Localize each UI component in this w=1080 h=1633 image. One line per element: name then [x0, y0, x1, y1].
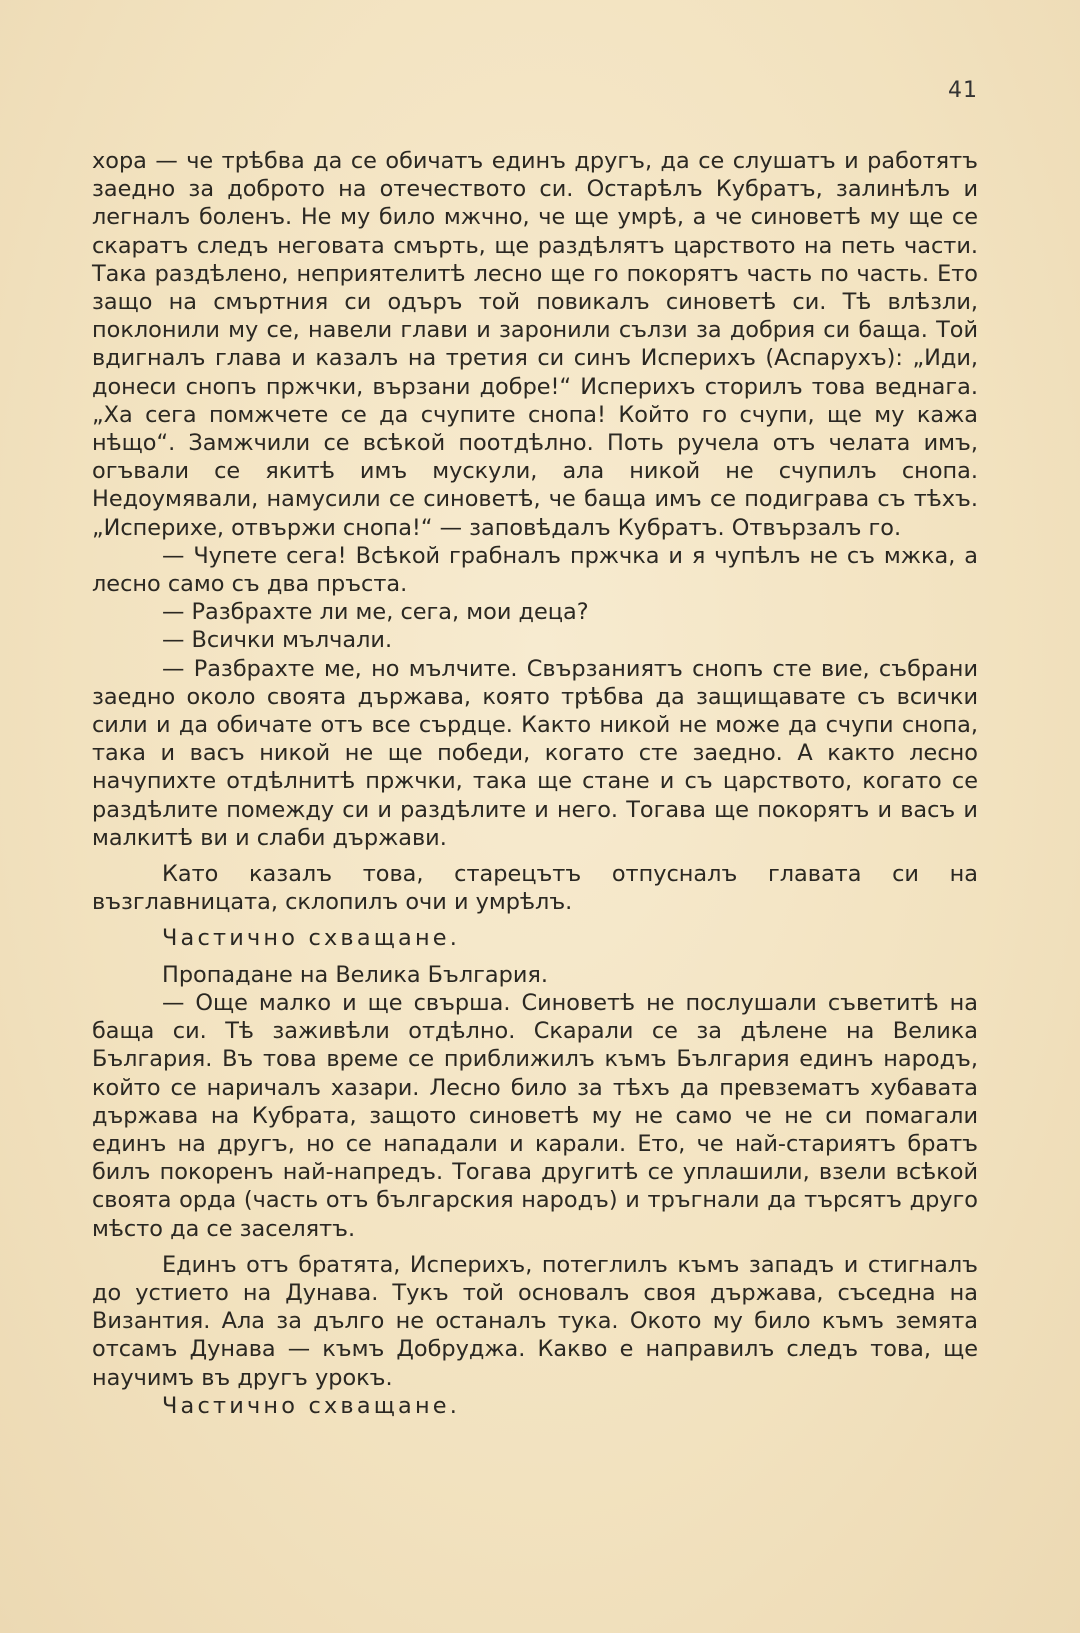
paragraph: хора — че трѣбва да се обичатъ единъ другъ, да се слушатъ и работятъ заедно за доброто на отечеството си. Остарѣлъ Кубратъ, залинѣлъ и легналъ боленъ. Не му било мжчно, че ще умрѣ, а че синоветѣ му ще се скаратъ следъ неговата смърть, ще раздѣлятъ царството на петь части. Така раздѣлено, неприятелитѣ лесно ще го покорятъ часть по часть. Ето защо на смъртния си одъръ той повикалъ синоветѣ си. Тѣ влѣзли, поклонили му се, навели глави и заронили сълзи за добрия си баща. Той вдигналъ глава и казалъ на третия си синъ Испериxъ (Аспарухъ): „Иди, донеси снопъ пржчки, вързани добре!“ Испериxъ сторилъ това веднага. „Ха сега помжчете се да счупите снопа! Който го счупи, ще му кажа нѣщо“. Замжчили се всѣкой поотдѣлно. Поть ручела отъ челата имъ, огъвали се якитѣ имъ мускули, ала никой не счупилъ снопа. Недоумявали, намусили се синоветѣ, че баща имъ се подиграва съ тѣхъ. „Испериxе, отвържи снопа!“ — заповѣдалъ Кубратъ. Отвързалъ го. — [92, 148, 978, 541]
paragraph: — Още малко и ще свърша. Синоветѣ не послушали съветитѣ на баща си. Тѣ заживѣли отдѣлно. Скарали се за дѣлене на Велика България. Въ това време се приближилъ къмъ България единъ народъ, който се наричалъ хазари. Лесно било за тѣхъ да превзематъ хубавата държава на Кубрата, защото синоветѣ му не само че не си помагали единъ на другъ, но се нападали и карали. Ето, че най-стариятъ братъ билъ покоренъ най-напредъ. Тогава другитѣ се уплашили, взели всѣкой своята орда (часть отъ българския народъ) и тръгнали да търсятъ друго мѣсто да се заселятъ. — [92, 989, 978, 1242]
page-number: 41 — [948, 78, 978, 103]
section-heading: Пропадане на Велика България. — [162, 961, 549, 988]
paragraph: Единъ отъ братята, Испериxъ, потеглилъ къмъ западъ и стигналъ до устието на Дунава. Тукъ той основалъ своя държава, съседна на Византия. Ала за дълго не останалъ тука. Окото му било къмъ земята отсамъ Дунава — къмъ Добруджа. Какво е направилъ следъ това, ще научимъ въ другъ урокъ. — [92, 1251, 978, 1391]
section-note: Частично схващане. — [162, 925, 461, 952]
section-note: Частично схващане. — [162, 1392, 461, 1419]
paragraph: — Чупете сега! Всѣкой грабналъ пржчка и я чупѣлъ не съ мжка, а лесно само съ два пръста. — [92, 542, 978, 598]
paragraph: — Разбрахте ли ме, сега, мои деца? — [162, 599, 589, 626]
paragraph: Като казалъ това, старецътъ отпусналъ главата си на възглавницата, склопилъ очи и умрѣлъ. — [92, 861, 978, 916]
paragraph: — Всички мълчали. — [162, 627, 393, 654]
body-text — [92, 147, 978, 1420]
paragraph: — Разбрахте ме, но мълчите. Свързаниятъ снопъ сте вие, събрани заедно около своята държава, която трѣбва да защищавате съ всички сили и да обичате отъ все сърдце. Както никой не може да счупи снопа, така и васъ никой не ще победи, когато сте заедно. А както лесно начупихте отдѣлнитѣ пржчки, така ще стане и съ царството, когато се раздѣлите помежду си и раздѣлите и него. Тогава ще покорятъ и васъ и малкитѣ ви и слаби държави. — [92, 655, 978, 851]
